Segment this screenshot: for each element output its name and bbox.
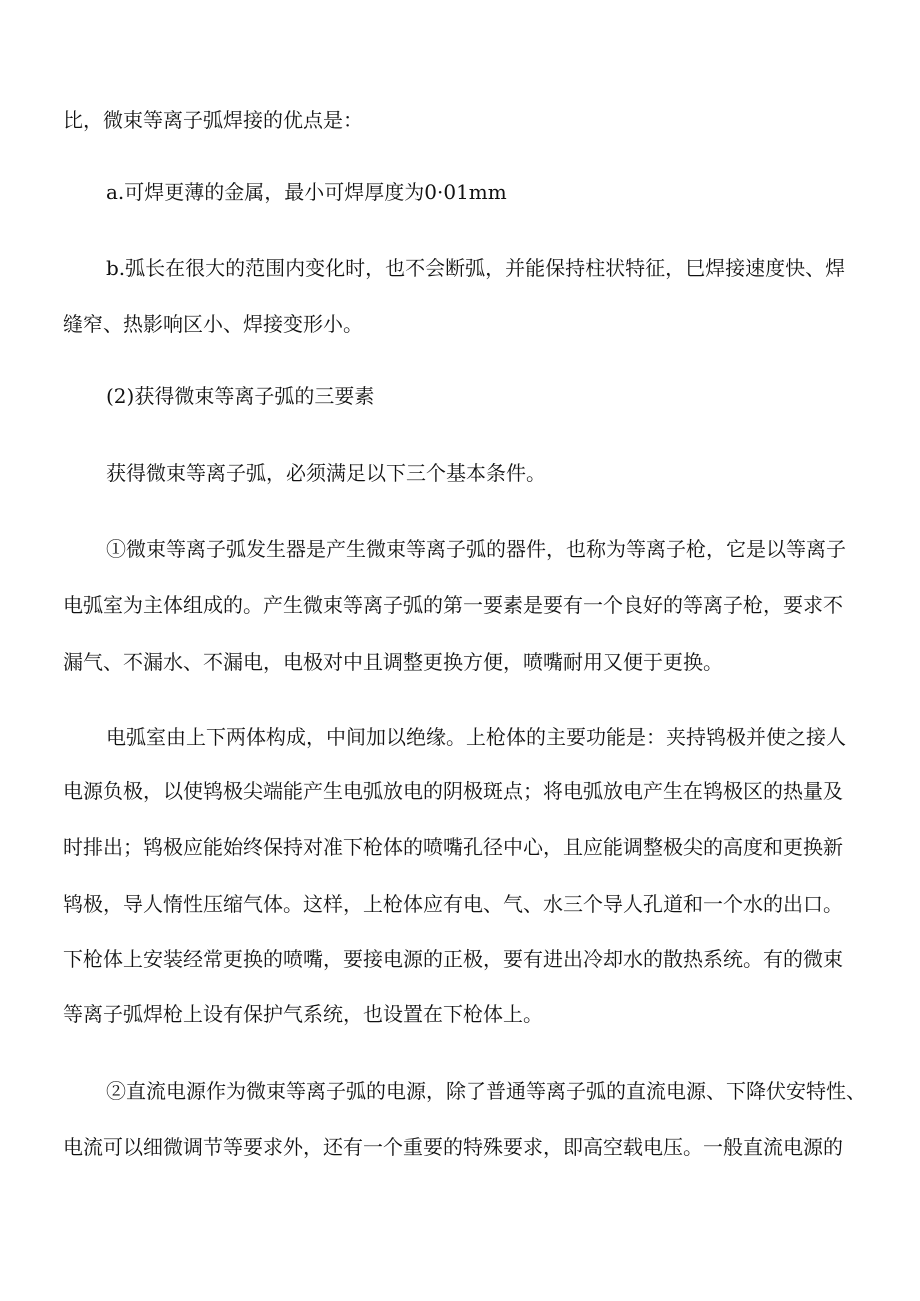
text-line: 下枪体上安装经常更换的喷嘴，要接电源的正极，要有进出冷却水的散热系统。有的微束 xyxy=(63,947,843,971)
text-line: 比，微束等离子弧焊接的优点是： xyxy=(63,108,363,132)
text-line: ①微束等离子弧发生器是产生微束等离子弧的器件，也称为等离子枪，它是以等离子 xyxy=(106,537,846,561)
text-line: 电源负极，以使鸨极尖端能产生电弧放电的阴极斑点；将电弧放电产生在鸨极区的热量及 xyxy=(63,779,843,803)
section-heading: (2)获得微束等离子弧的三要素 xyxy=(106,384,375,408)
text-line: ②直流电源作为微束等离子弧的电源，除了普通等离子弧的直流电源、下降伏安特性、 xyxy=(106,1079,866,1103)
text-line: a.可焊更薄的金属，最小可焊厚度为0·01mm xyxy=(106,180,507,204)
text-line: 电弧室由上下两体构成，中间加以绝缘。上枪体的主要功能是：夹持鸨极并使之接人 xyxy=(106,725,846,749)
text-line: 电流可以细微调节等要求外，还有一个重要的特殊要求，即高空载电压。一般直流电源的 xyxy=(63,1135,843,1159)
text-line: 电弧室为主体组成的。产生微束等离子弧的第一要素是要有一个良好的等离子枪，要求不 xyxy=(63,593,843,617)
text-line: 等离子弧焊枪上设有保护气系统，也设置在下枪体上。 xyxy=(63,1002,543,1026)
text-line: 鸨极，导人惰性压缩气体。这样，上枪体应有电、气、水三个导人孔道和一个水的出口。 xyxy=(63,892,843,916)
text-line: 获得微束等离子弧，必须满足以下三个基本条件。 xyxy=(106,461,546,485)
text-line: 漏气、不漏水、不漏电，电极对中且调整更换方便，喷嘴耐用又便于更换。 xyxy=(63,650,723,674)
text-line: b.弧长在很大的范围内变化时，也不会断弧，并能保持柱状特征，巳焊接速度快、焊 xyxy=(106,256,846,280)
text-line: 时排出；鸨极应能始终保持对准下枪体的喷嘴孔径中心，且应能调整极尖的高度和更换新 xyxy=(63,835,843,859)
text-line: 缝窄、热影响区小、焊接变形小。 xyxy=(63,312,363,336)
